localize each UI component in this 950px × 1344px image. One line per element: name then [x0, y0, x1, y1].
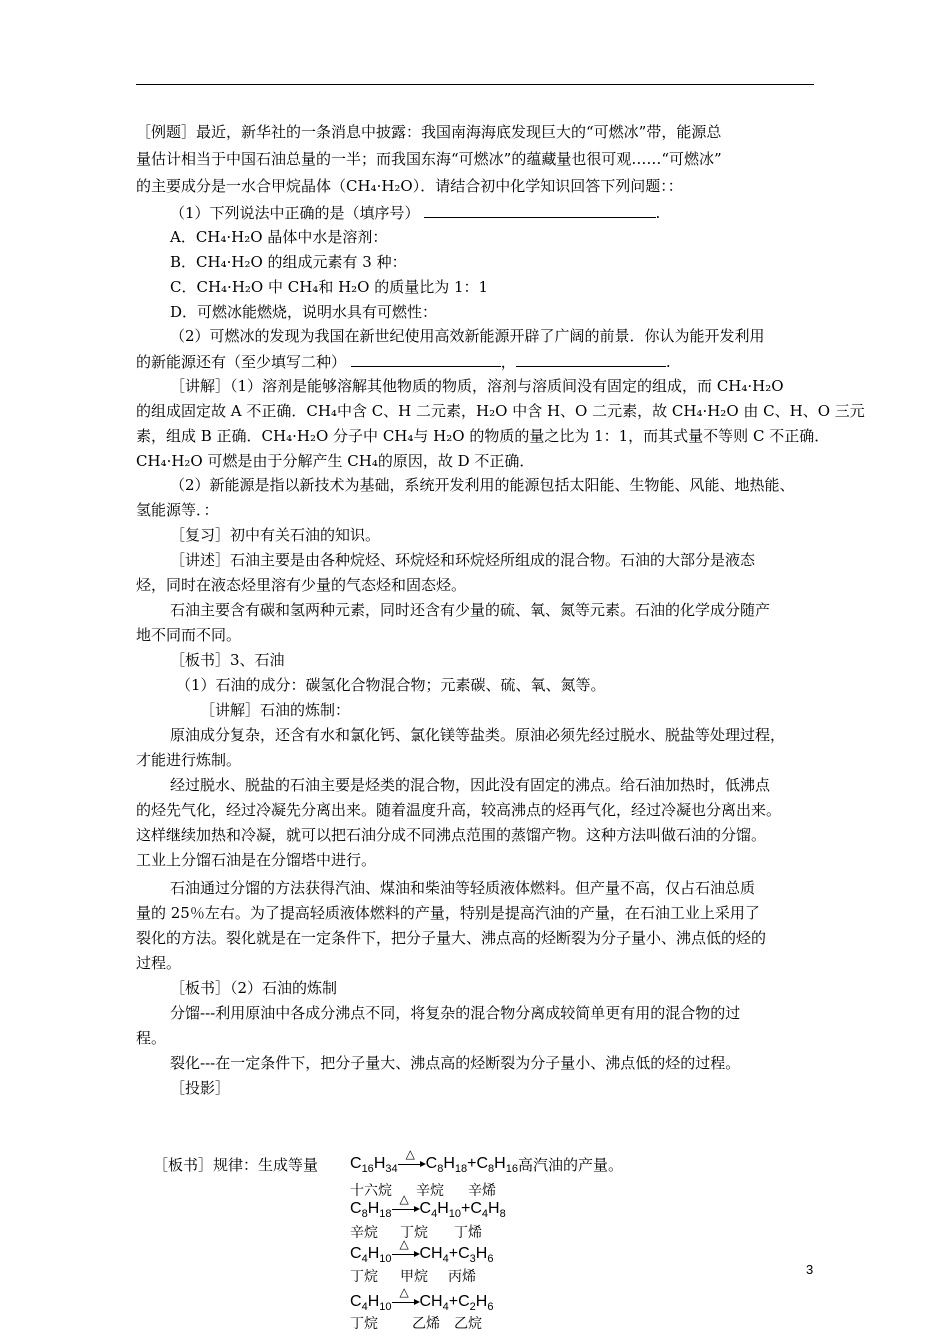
reaction-3-products: $CH_4+C_3H_6$ [419, 1245, 494, 1266]
text-line: ［讲解］石油的炼制： [200, 701, 351, 719]
text-line: 工业上分馏石油是在分馏塔中进行。 [136, 851, 377, 869]
heat-arrow-icon: △ [392, 1202, 420, 1216]
text-line: 素，组成 B 正确．CH₄·H₂O 分子中 CH₄与 H₂O 的物质的量之比为 1：1，而其式量不等则 C 不正确． [136, 427, 830, 445]
text-line: 这样继续加热和冷凝，就可以把石油分成不同沸点范围的蒸馏产物。这种方法叫做石油的分馏。 [136, 826, 767, 844]
question-2: （2）可燃冰的发现为我国在新世纪使用高效新能源开辟了广阔的前景．你认为能开发利用 [170, 327, 765, 345]
option-b: B．CH₄·H₂O 的组成元素有 3 种： [170, 253, 407, 271]
question-1: （1）下列说法中正确的是（填序号） . [170, 204, 661, 222]
reaction-4-reactant: $C_4H_{10}$ [350, 1293, 392, 1314]
reaction-1-name: 辛烯 [468, 1182, 496, 1198]
text-line: 经过脱水、脱盐的石油主要是烃类的混合物，因此没有固定的沸点。给石油加热时，低沸点 [170, 776, 771, 794]
rule-label: ［板书］规律：生成等量 [153, 1156, 319, 1174]
header-rule [136, 84, 814, 85]
reaction-3-name: 丙烯 [448, 1268, 476, 1284]
reaction-1-reactant: $C_{16}H_{34}$ [350, 1155, 398, 1176]
text-line: 量的 25％左右。为了提高轻质液体燃料的产量，特别是提高汽油的产量，在石油工业上采用了 [136, 904, 760, 922]
reaction-2-name: 丁烯 [454, 1224, 482, 1240]
page-number: 3 [806, 1262, 814, 1277]
reaction-2-equation [350, 1191, 506, 1221]
text-line: ［例题］最近，新华社的一条消息中披露：我国南海海底发现巨大的“可燃冰”带，能源总 [136, 123, 722, 141]
text-line: ［讲述］石油主要是由各种烷烃、环烷烃和环烷烃所组成的混合物。石油的大部分是液态 [170, 551, 756, 569]
text-line: 分馏---利用原油中各成分沸点不同，将复杂的混合物分离成较简单更有用的混合物的过 [170, 1004, 741, 1022]
text-line: ［投影］ [170, 1079, 231, 1097]
text-line: 原油成分复杂，还含有水和氯化钙、氯化镁等盐类。原油必须先经过脱水、脱盐等处理过程， [170, 726, 786, 744]
question-1-text: （1）下列说法中正确的是（填序号） [170, 204, 420, 222]
reaction-4-equation [350, 1284, 494, 1314]
reaction-1-products: $C_8H_{18}+C_8H_{16}$ [425, 1155, 518, 1176]
question-2-cont: 的新能源还有（至少填写二种） ， . [136, 353, 671, 371]
reaction-2-name: 丁烷 [400, 1224, 428, 1240]
reaction-3-equation [350, 1236, 494, 1266]
reaction-3-name: 丁烷 [350, 1268, 378, 1284]
text-line: 石油通过分馏的方法获得汽油、煤油和柴油等轻质液体燃料。但产量不高，仅占石油总质 [170, 879, 756, 897]
text-line: 的主要成分是一水合甲烷晶体（CH₄·H₂O）．请结合初中化学知识回答下列问题：： [136, 177, 683, 195]
reaction-2-products: $C_4H_{10}+C_4H_8$ [419, 1200, 506, 1221]
reaction-2-reactant: $C_8H_{18}$ [350, 1200, 392, 1221]
reaction-1-name: 十六烷 [350, 1182, 392, 1198]
text-line: CH₄·H₂O 可燃是由于分解产生 CH₄的原因，故 D 不正确． [136, 452, 535, 470]
text-line: 石油主要含有碳和氢两种元素，同时还含有少量的硫、氧、氮等元素。石油的化学成分随产 [170, 601, 771, 619]
answer-blank-3 [516, 351, 666, 367]
text-line: ［板书］（2）石油的炼制 [170, 979, 338, 997]
text-line: 的烃先气化，经过冷凝先分离出来。随着温度升高，较高沸点的烃再气化，经过冷凝也分离出来。 [136, 801, 782, 819]
reaction-1-equation [350, 1146, 518, 1176]
heat-arrow-icon: △ [392, 1295, 420, 1309]
text-line: ［讲解］（1）溶剂是能够溶解其他物质的物质，溶剂与溶质间没有固定的组成，而 CH₄·H₂O [170, 377, 784, 395]
question-2-text: 的新能源还有（至少填写二种） [136, 353, 347, 371]
text-line: 裂化---在一定条件下，把分子量大、沸点高的烃断裂为分子量小、沸点低的烃的过程。 [170, 1054, 741, 1072]
reaction-1-name: 辛烷 [416, 1182, 444, 1198]
reaction-3-name: 甲烷 [400, 1268, 428, 1284]
text-line: 裂化的方法。裂化就是在一定条件下，把分子量大、沸点高的烃断裂为分子量小、沸点低的烃的 [136, 929, 767, 947]
option-d: D．可燃冰能燃烧，说明水具有可燃性： [170, 303, 438, 321]
reaction-2-name: 辛烷 [350, 1224, 378, 1240]
text-line: ［复习］初中有关石油的知识。 [170, 526, 381, 544]
text-line: 的组成固定故 A 不正确．CH₄中含 C、H 二元素，H₂O 中含 H、O 二元素，故 CH₄·H₂O 由 C、H、O 三元 [136, 402, 865, 420]
text-line: 过程。 [136, 954, 182, 972]
text-line: 氢能源等．： [136, 501, 219, 519]
reaction-4-name: 丁烷 [350, 1315, 378, 1331]
reaction-4-name: 乙烷 [454, 1315, 482, 1331]
option-a: A．CH₄·H₂O 晶体中水是溶剂： [170, 228, 388, 246]
text-line: 烃，同时在液态烃里溶有少量的气态烃和固态烃。 [136, 576, 467, 594]
option-c: C．CH₄·H₂O 中 CH₄和 H₂O 的质量比为 1：1 [170, 278, 489, 296]
rule-tail: 高汽油的产量。 [518, 1156, 624, 1174]
text-line: （2）新能源是指以新技术为基础，系统开发利用的能源包括太阳能、生物能、风能、地热能、 [170, 476, 795, 494]
text-line: （1）石油的成分：碳氢化合物混合物；元素碳、硫、氧、氮等。 [176, 676, 606, 694]
reaction-4-products: $CH_4+C_2H_6$ [419, 1293, 494, 1314]
reaction-3-reactant: $C_4H_{10}$ [350, 1245, 392, 1266]
text-line: 地不同而不同。 [136, 626, 242, 644]
text-line: ［板书］3、石油 [170, 651, 285, 669]
text-line: 才能进行炼制。 [136, 751, 242, 769]
text-line: 程。 [136, 1029, 167, 1047]
text-line: 量估计相当于中国石油总量的一半；而我国东海“可燃冰”的蕴藏量也很可观……“可燃冰” [136, 150, 722, 168]
reaction-4-name: 乙烯 [412, 1315, 440, 1331]
answer-blank-2 [351, 351, 501, 367]
heat-arrow-icon: △ [392, 1247, 420, 1261]
answer-blank-1 [424, 202, 656, 218]
heat-arrow-icon: △ [398, 1157, 426, 1171]
